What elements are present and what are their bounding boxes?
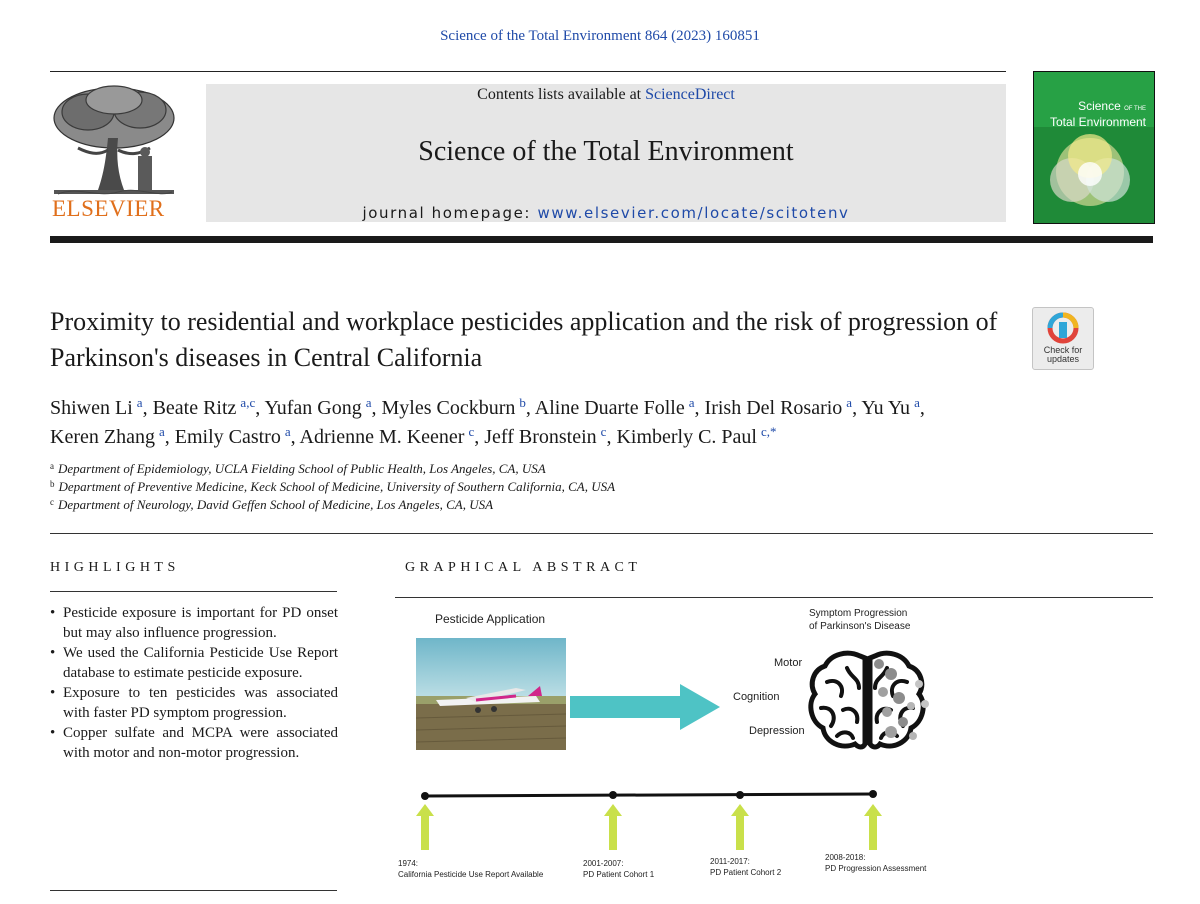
author[interactable] — [50, 397, 143, 419]
elsevier-wordmark: ELSEVIER — [52, 196, 165, 221]
symptom-depression: Depression — [749, 725, 805, 737]
author[interactable] — [300, 426, 475, 448]
timeline-label-1974: 1974: California Pesticide Use Report Available — [398, 859, 544, 879]
author-list: Shiwen Li $^a$, Beate Ritz $^{a,c}$, Yufan Gong $^a$, Myles Cockburn $^b$, Aline Duarte Folle $^a$, Irish Del Rosario $^a$, Yu Yu $^a$, Keren Zhang $^a$, Emily Castro $^a$, Adrienne M. Keener $^c$, Jeff Bronstein $^c$, Kimberly C. Paul $^{c,*}$ — [50, 395, 925, 448]
highlights-list — [50, 603, 338, 763]
contents-line: Contents lists available at ScienceDirect — [477, 86, 735, 103]
graphical-abstract-heading: GRAPHICAL ABSTRACT — [405, 560, 642, 575]
author[interactable] — [705, 397, 853, 419]
author-name[interactable]: Kimberly C. Paul — [616, 426, 757, 448]
journal-cover[interactable] — [1033, 71, 1155, 224]
highlights-heading: HIGHLIGHTS — [50, 560, 180, 575]
author-affiliation-marker[interactable]: a — [158, 424, 165, 439]
author[interactable] — [50, 426, 165, 448]
author[interactable] — [861, 397, 920, 419]
cover-art — [1034, 72, 1154, 223]
journal-citation[interactable]: Science of the Total Environment 864 (2023) 160851 — [440, 28, 760, 44]
highlights-rule — [50, 591, 337, 592]
author-name[interactable]: Adrienne M. Keener — [299, 426, 465, 448]
timeline-marker-2011 — [731, 791, 749, 850]
author-name[interactable]: Yufan Gong — [264, 397, 362, 419]
author-affiliation-marker[interactable]: a — [136, 395, 143, 410]
author-affiliation-marker[interactable]: a — [688, 395, 695, 410]
check-for-updates-button[interactable] — [1032, 307, 1094, 370]
author-name[interactable]: Beate Ritz — [152, 397, 237, 419]
affiliation — [50, 460, 950, 478]
affiliation-key: c — [50, 497, 54, 507]
author-name[interactable]: Yu Yu — [861, 397, 911, 419]
header-thick-rule — [50, 236, 1153, 243]
author-name[interactable]: Keren Zhang — [50, 426, 155, 448]
author-affiliation-marker[interactable]: a — [365, 395, 372, 410]
journal-name: Science of the Total Environment — [418, 136, 794, 167]
section-divider — [50, 533, 1153, 534]
author-name[interactable]: Emily Castro — [174, 426, 281, 448]
timeline-axis — [425, 794, 875, 796]
author[interactable] — [175, 426, 291, 448]
article-title: Proximity to residential and workplace pesticides application and the risk of progression of Parkinson's diseases in Central California — [50, 307, 998, 372]
affiliation-text: Department of Neurology, David Geffen School of Medicine, Los Angeles, CA, USA — [58, 497, 494, 512]
affiliation-text: Department of Preventive Medicine, Keck School of Medicine, University of Southern California, CA, USA — [58, 479, 616, 494]
author[interactable] — [535, 397, 695, 419]
pesticide-application-label: Pesticide Application — [435, 612, 546, 626]
affiliation-list — [50, 460, 950, 514]
author[interactable] — [484, 426, 606, 448]
timeline-marker-2008 — [864, 790, 882, 850]
author-affiliation-marker[interactable]: a — [846, 395, 853, 410]
journal-homepage-link[interactable]: www.elsevier.com/locate/scitotenv — [537, 204, 850, 222]
crossmark-icon — [1033, 308, 1093, 348]
affiliation-key: b — [50, 479, 55, 489]
author[interactable] — [264, 397, 371, 419]
affiliation — [50, 496, 950, 514]
cover-title: Science OF THE Total Environment — [1049, 99, 1146, 129]
author[interactable] — [381, 397, 525, 419]
author-affiliation-marker[interactable]: c — [600, 424, 607, 439]
journal-masthead — [206, 84, 1006, 222]
author-affiliation-marker[interactable]: a — [284, 424, 291, 439]
timeline-label-2008: 2008-2018: PD Progression Assessment — [825, 853, 927, 873]
symptom-progression-title: Symptom Progression of Parkinson's Disease — [809, 608, 911, 632]
timeline-label-2011: 2011-2017: PD Patient Cohort 2 — [710, 857, 782, 877]
symptom-cognition: Cognition — [733, 691, 780, 703]
author-affiliation-marker[interactable]: a — [914, 395, 920, 410]
affiliation-text: Department of Epidemiology, UCLA Fielding School of Public Health, Los Angeles, CA, USA — [58, 461, 546, 476]
check-for-updates-label: Check for updates — [1043, 345, 1083, 364]
timeline-label-2001: 2001-2007: PD Patient Cohort 1 — [583, 859, 655, 879]
crop-duster-photo — [416, 638, 566, 750]
timeline — [415, 790, 895, 860]
author-affiliation-marker[interactable]: b — [519, 395, 526, 410]
timeline-marker-1974 — [416, 792, 434, 850]
author-name[interactable]: Shiwen Li — [50, 397, 133, 419]
highlights-bottom-rule — [50, 890, 337, 891]
journal-homepage: journal homepage: www.elsevier.com/locate/scitotenv — [362, 204, 850, 222]
author-affiliation-marker[interactable]: c,* — [760, 424, 777, 439]
author-name[interactable]: Irish Del Rosario — [704, 397, 843, 419]
flow-arrow-icon — [570, 682, 730, 732]
highlight-item: • Pesticide exposure is important for PD onset but may also influence progression. — [50, 603, 338, 643]
brain-icon — [807, 648, 937, 758]
sciencedirect-link[interactable]: ScienceDirect — [645, 86, 735, 103]
header-top-rule — [50, 71, 1006, 72]
author[interactable] — [153, 397, 256, 419]
affiliation — [50, 478, 950, 496]
author-name[interactable]: Jeff Bronstein — [484, 426, 597, 448]
author-affiliation-marker[interactable]: c — [468, 424, 475, 439]
author-name[interactable]: Aline Duarte Folle — [534, 397, 685, 419]
highlight-item: • We used the California Pesticide Use Report database to estimate pesticide exposure. — [50, 643, 338, 683]
graphical-abstract — [395, 600, 1153, 890]
highlight-item: • Copper sulfate and MCPA were associated with motor and non-motor progression. — [50, 723, 338, 763]
author-name[interactable]: Myles Cockburn — [381, 397, 516, 419]
timeline-marker-2001 — [604, 791, 622, 850]
highlight-item: • Exposure to ten pesticides was associated with faster PD symptom progression. — [50, 683, 338, 723]
symptom-motor: Motor — [774, 657, 803, 669]
author-affiliation-marker[interactable]: a,c — [240, 395, 256, 410]
author[interactable] — [616, 426, 776, 448]
affiliation-key: a — [50, 461, 54, 471]
graphical-abstract-rule — [395, 597, 1153, 598]
